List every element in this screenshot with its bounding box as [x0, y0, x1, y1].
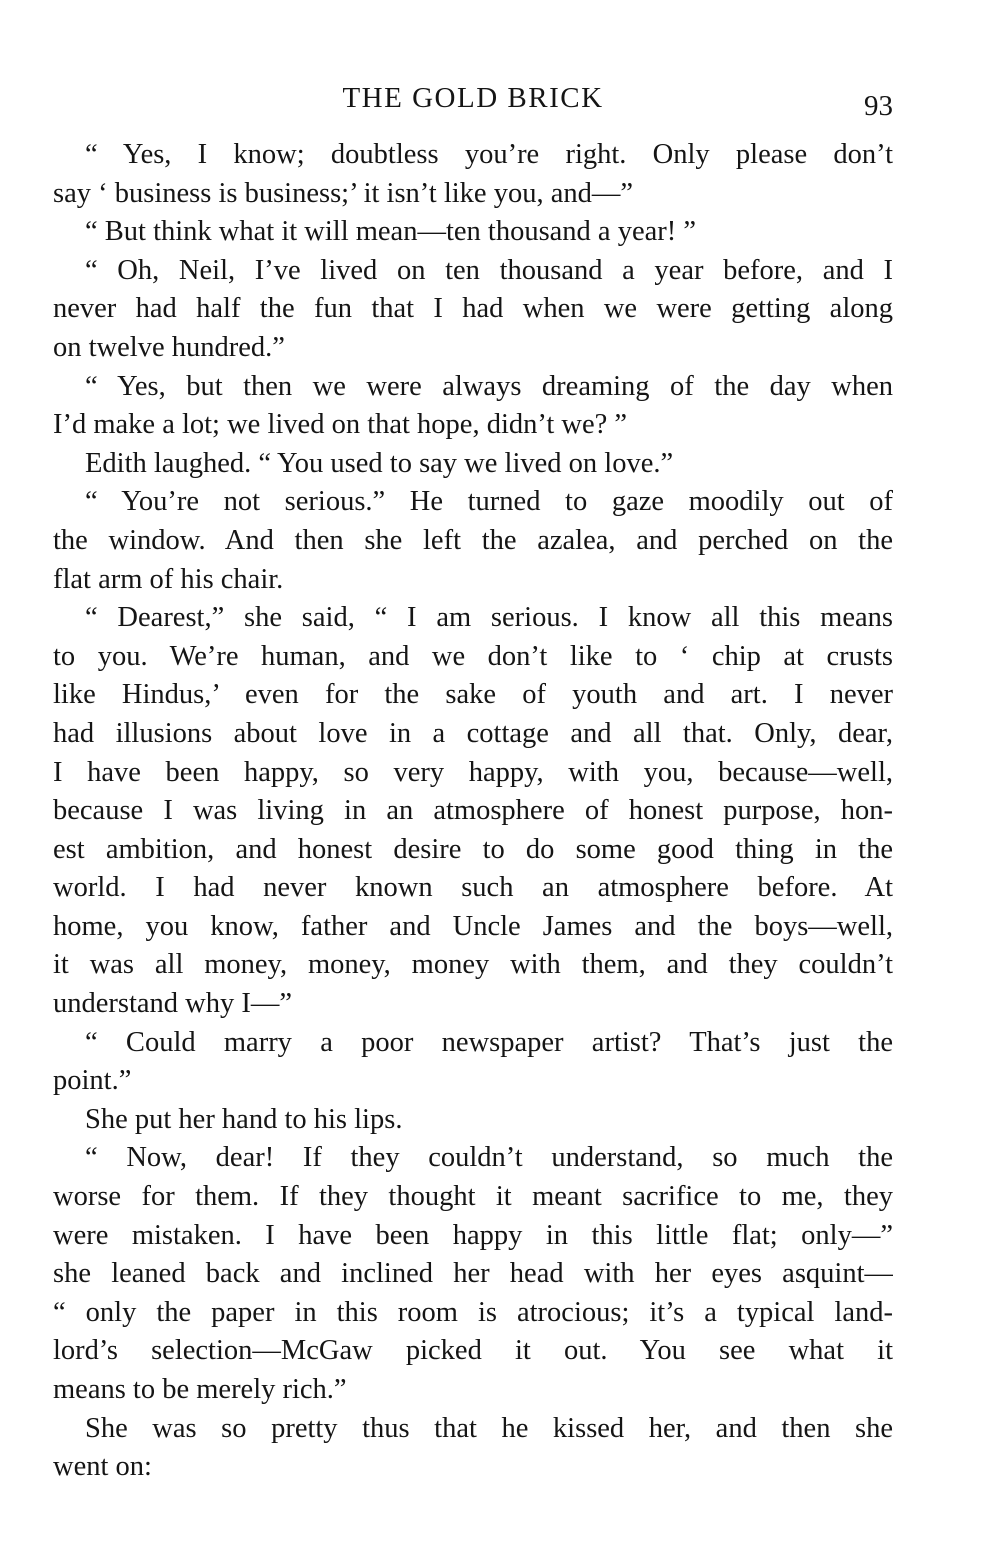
paragraph: [53, 483, 893, 599]
text-line: I have been happy, so very happy, with you, because—well,: [53, 756, 893, 788]
text-line: it was all money, money, money with them, and they couldn’t: [53, 949, 893, 981]
text-line: flat arm of his chair.: [53, 563, 284, 595]
paragraph: [53, 213, 893, 252]
text-line: to you. We’re human, and we don’t like to ‘ chip at crusts: [53, 640, 893, 672]
text-line: I’d make a lot; we lived on that hope, didn’t we? ”: [53, 409, 628, 441]
text-line: say ‘ business is business;’ it isn’t like you, and—”: [53, 177, 633, 209]
text-line: means to be merely rich.”: [53, 1374, 347, 1405]
text-line: she leaned back and inclined her head with her eyes asquint—: [53, 1258, 893, 1290]
paragraph: [53, 599, 893, 1024]
paragraph: [53, 1024, 893, 1101]
text-line: were mistaken. I have been happy in this little flat; only—”: [53, 1219, 893, 1251]
body-text: [53, 136, 893, 1487]
text-line: She put her hand to his lips.: [85, 1103, 403, 1135]
text-line: never had half the fun that I had when we were getting along: [53, 293, 893, 325]
text-line: like Hindus,’ even for the sake of youth and art. I never: [53, 679, 893, 711]
text-line: “ Yes, I know; doubtless you’re right. Only please don’t: [85, 139, 893, 170]
text-line: Edith laughed. “ You used to say we lived on love.”: [85, 447, 674, 479]
page-number: 93: [864, 90, 893, 122]
text-line: “ Yes, but then we were always dreaming of the day when: [85, 370, 893, 402]
text-line: “ You’re not serious.” He turned to gaze moodily out of: [85, 486, 893, 518]
paragraph: [53, 1101, 893, 1140]
paragraph: [53, 1139, 893, 1409]
paragraph: [53, 368, 893, 445]
text-line: understand why I—”: [53, 988, 293, 1020]
text-line: “ Dearest,” she said, “ I am serious. I know all this means: [85, 602, 893, 634]
text-line: world. I had never known such an atmosphere before. At: [53, 872, 893, 904]
text-line: the window. And then she left the azalea, and perched on the: [53, 524, 893, 556]
paragraph: [53, 252, 893, 368]
text-line: “ Oh, Neil, I’ve lived on ten thousand a year before, and I: [85, 254, 893, 286]
text-line: on twelve hundred.”: [53, 331, 285, 363]
text-line: “ Could marry a poor newspaper artist? That’s just the: [85, 1026, 893, 1058]
text-line: “ Now, dear! If they couldn’t understand, so much the: [85, 1142, 893, 1174]
page-header: [53, 78, 893, 122]
text-line: She was so pretty thus that he kissed her, and then she: [85, 1412, 893, 1444]
text-line: went on:: [53, 1451, 152, 1483]
paragraph: [53, 136, 893, 213]
text-line: point.”: [53, 1065, 132, 1097]
text-line: est ambition, and honest desire to do some good thing in the: [53, 833, 893, 865]
paragraph: [53, 1410, 893, 1487]
text-line: worse for them. If they thought it meant sacrifice to me, they: [53, 1181, 893, 1213]
text-line: “ only the paper in this room is atrocious; it’s a typical land-: [53, 1296, 893, 1328]
text-line: home, you know, father and Uncle James and the boys—well,: [53, 910, 893, 942]
running-title: THE GOLD BRICK: [342, 82, 604, 114]
text-line: had illusions about love in a cottage and all that. Only, dear,: [53, 717, 893, 749]
paragraph: [53, 445, 893, 484]
text-line: “ But think what it will mean—ten thousand a year! ”: [85, 216, 697, 248]
text-line: lord’s selection—McGaw picked it out. You see what it: [53, 1335, 893, 1367]
text-line: because I was living in an atmosphere of honest purpose, hon-: [53, 795, 893, 827]
